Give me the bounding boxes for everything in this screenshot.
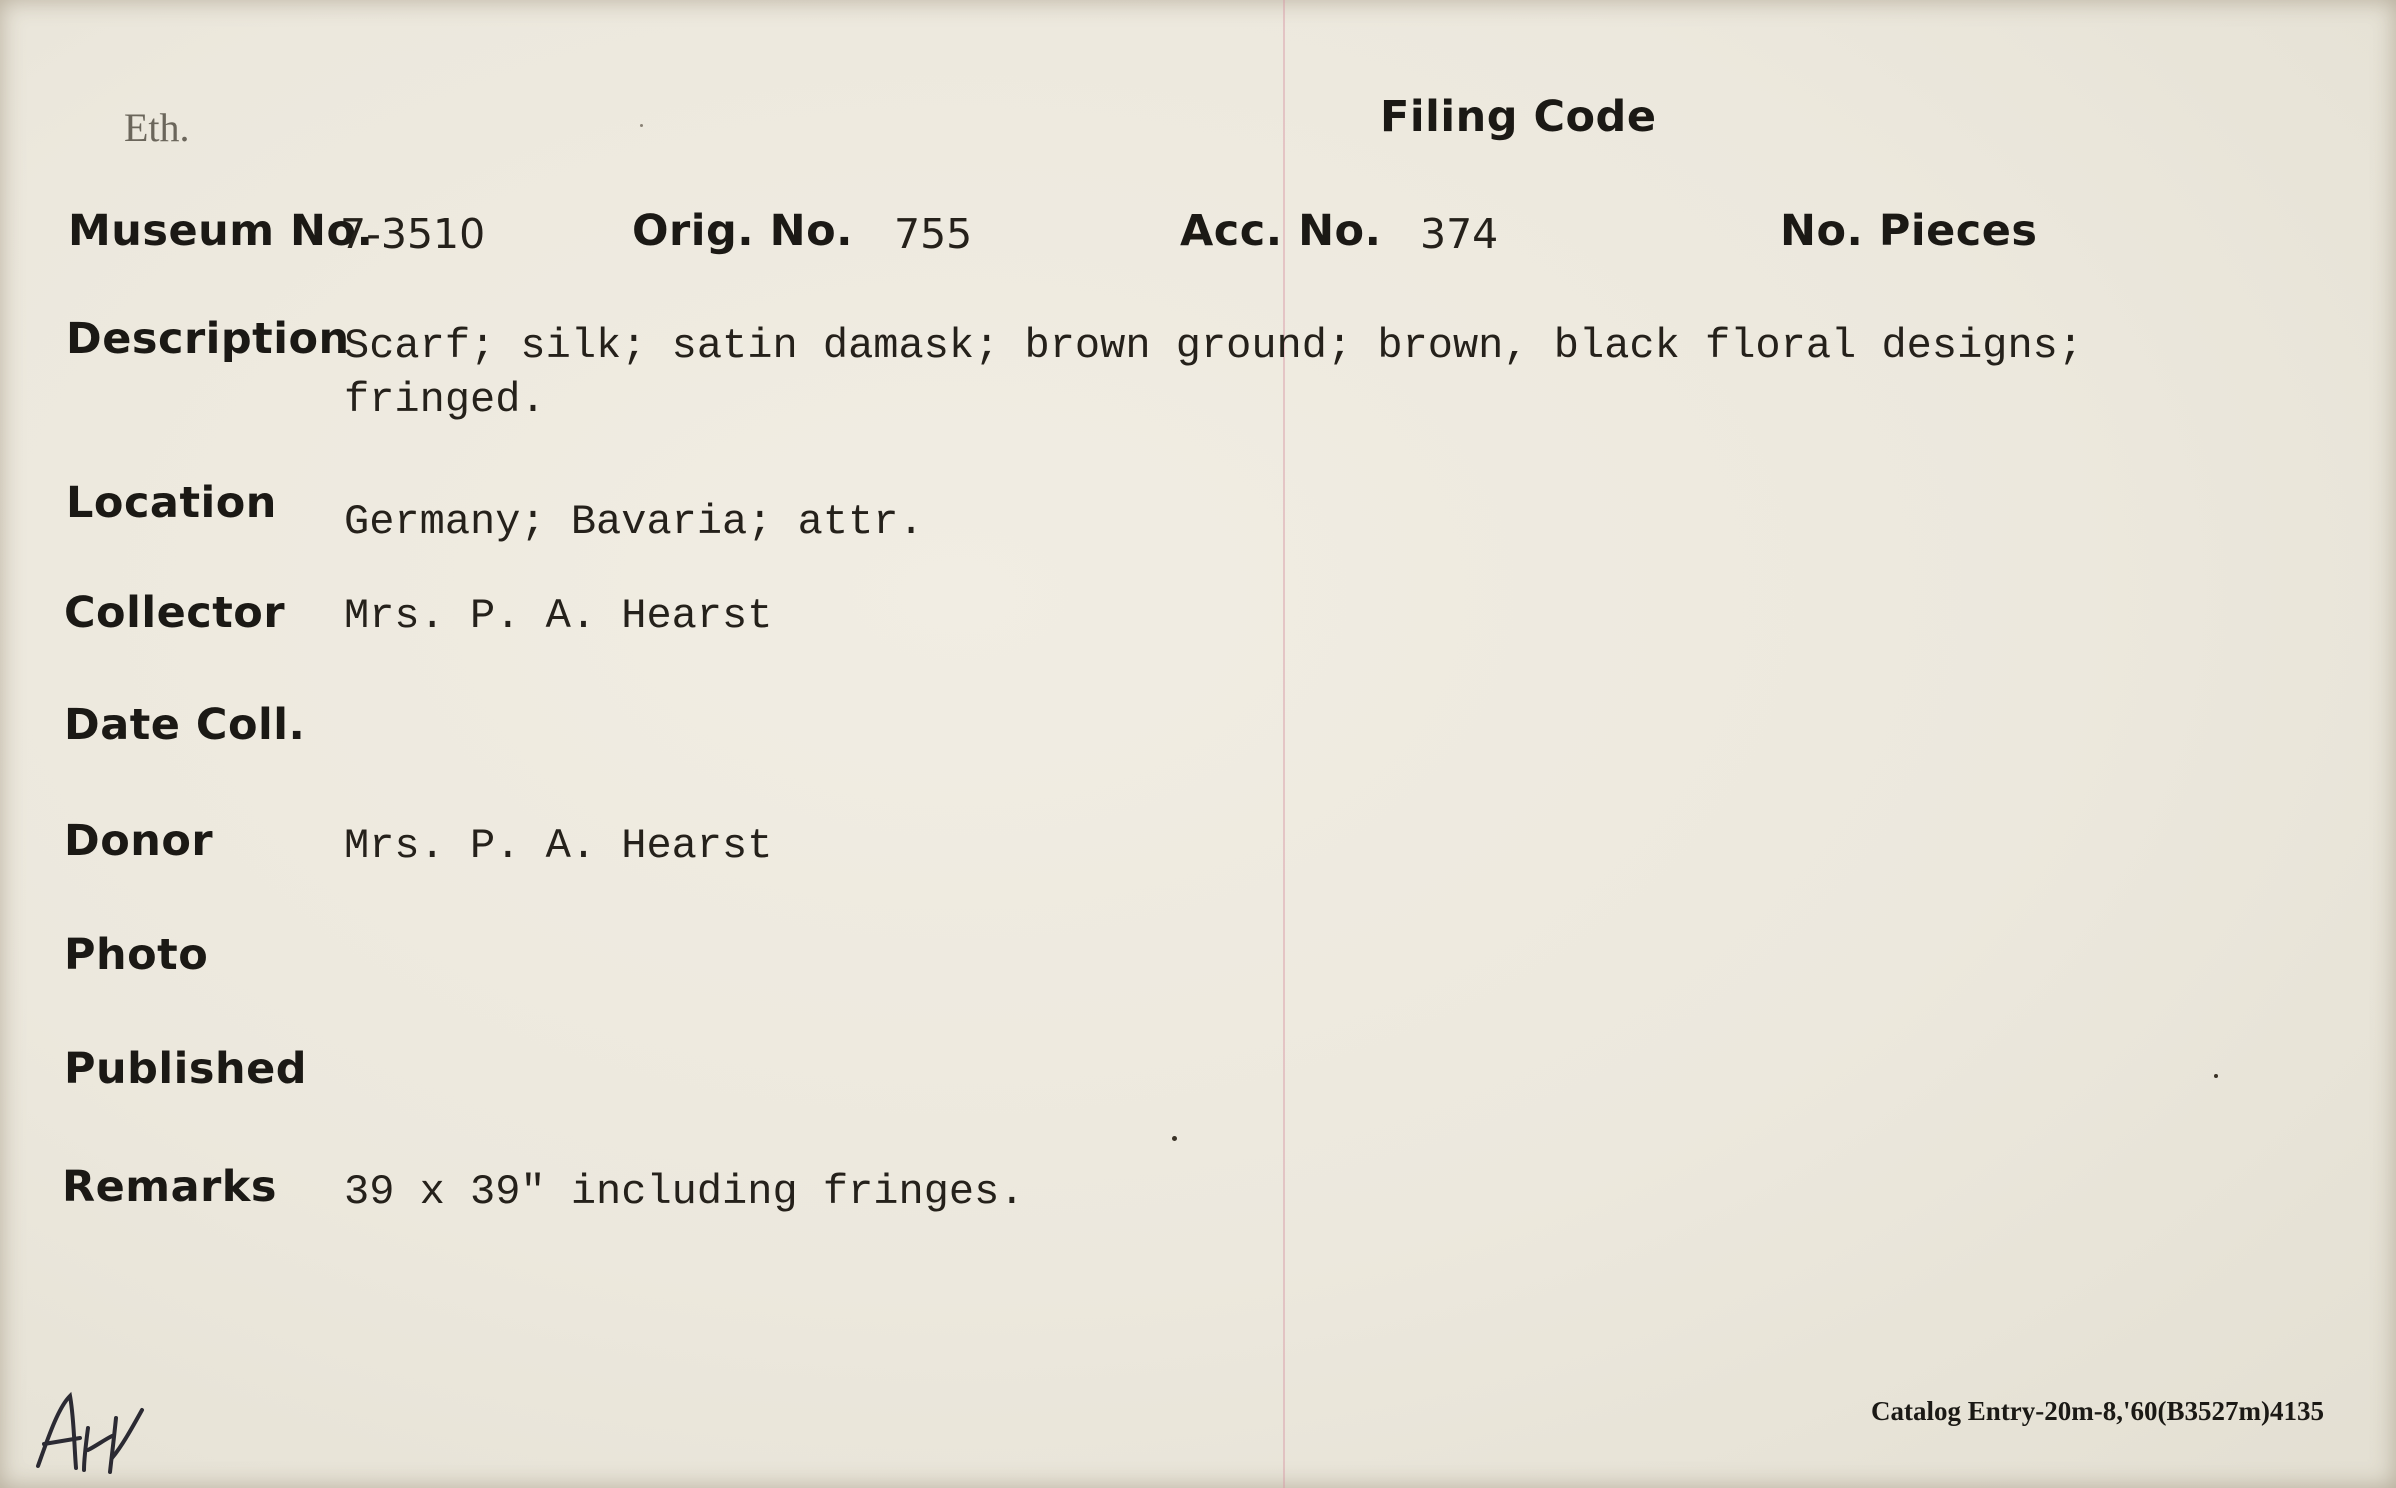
filing-code-label: Filing Code [1380, 92, 1657, 142]
remarks-value: 39 x 39" including fringes. [344, 1168, 1025, 1216]
museum-no-value: 7-3510 [340, 210, 486, 258]
description-label: Description [66, 314, 350, 364]
museum-no-label: Museum No. [68, 206, 374, 256]
location-label: Location [66, 478, 277, 528]
location-value: Germany; Bavaria; attr. [344, 498, 924, 546]
published-label: Published [64, 1044, 308, 1094]
remarks-label: Remarks [62, 1162, 277, 1212]
collector-value: Mrs. P. A. Hearst [344, 592, 773, 640]
description-line-2: fringed. [344, 376, 546, 424]
donor-value: Mrs. P. A. Hearst [344, 822, 773, 870]
collector-label: Collector [64, 588, 286, 638]
orig-no-label: Orig. No. [632, 206, 853, 256]
photo-label: Photo [64, 930, 209, 980]
date-coll-label: Date Coll. [64, 700, 306, 750]
acc-no-value: 374 [1420, 210, 1499, 258]
acc-no-label: Acc. No. [1180, 206, 1382, 256]
donor-label: Donor [64, 816, 214, 866]
ink-speck [640, 124, 643, 127]
orig-no-value: 755 [894, 210, 973, 258]
no-pieces-label: No. Pieces [1780, 206, 2038, 256]
department-label: Eth. [124, 105, 190, 150]
ink-speck [1172, 1136, 1177, 1141]
handwritten-initials [30, 1388, 150, 1478]
description-line-1: Scarf; silk; satin damask; brown ground; brown, black floral designs; [344, 322, 2084, 370]
catalog-entry-footer: Catalog Entry-20m-8,'60(B3527m)4135 [1871, 1396, 2324, 1426]
ink-speck [2214, 1074, 2218, 1078]
